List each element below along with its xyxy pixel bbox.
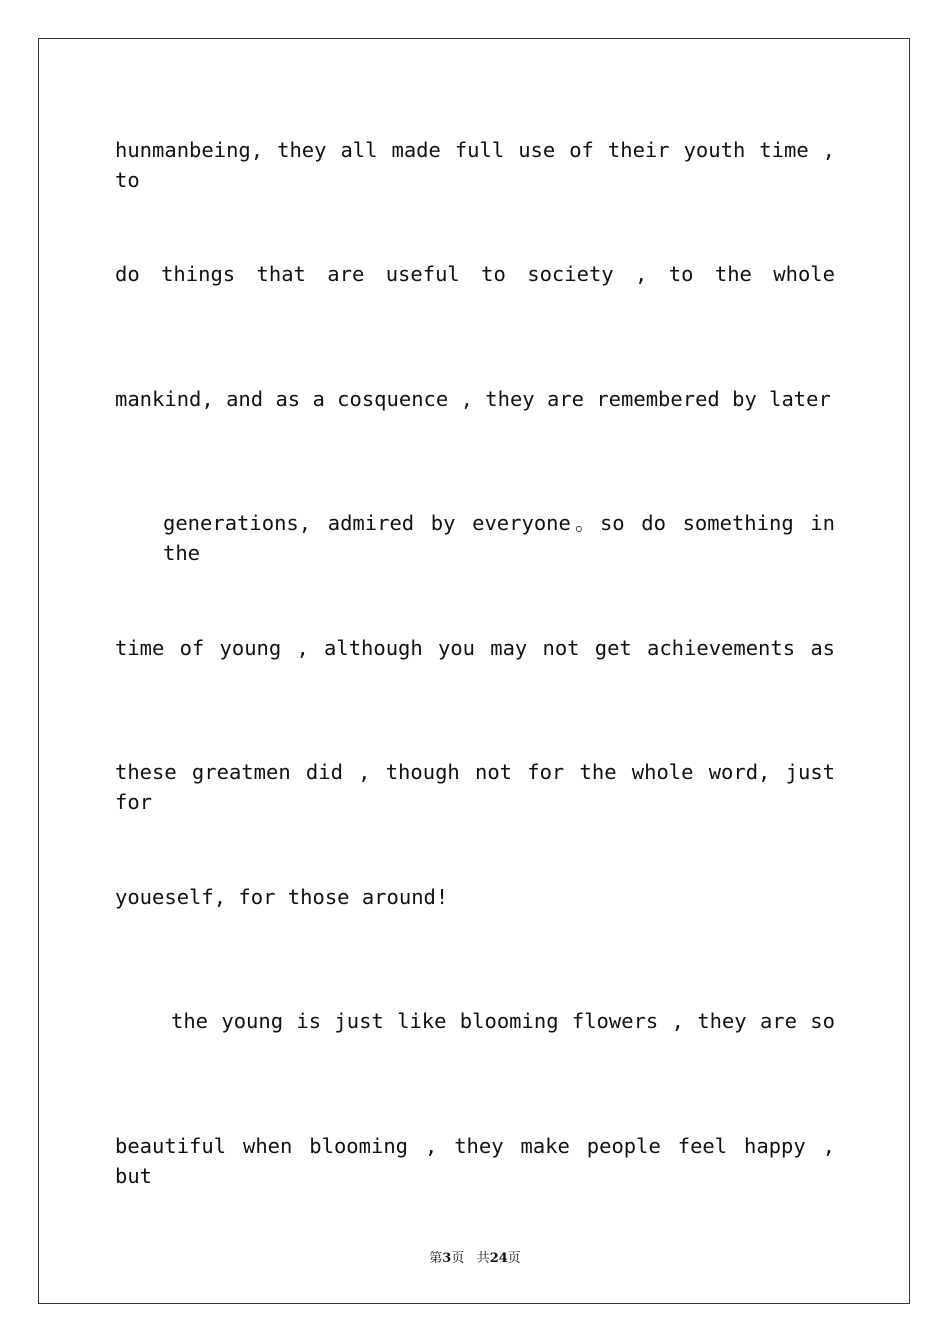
paragraph-line: these greatmen did , though not for the whole word, just for (115, 760, 835, 814)
paragraph-line: hunmanbeing, they all made full use of their youth time , to (115, 138, 835, 192)
paragraph-line: mankind, and as a cosquence , they are remembered by later (115, 387, 831, 411)
paragraph-line: beautiful when blooming , they make people feel happy , but (115, 1134, 835, 1188)
paragraph-line: the young is just like blooming flowers , they are so (171, 1009, 835, 1033)
footer-page-suffix: 页 (451, 1251, 465, 1266)
paragraph-line: do things that are useful to society , to the whole (115, 262, 835, 286)
paragraph-line: youeself, for those around! (115, 885, 449, 909)
footer-total-suffix: 页 (507, 1251, 521, 1266)
footer-prefix: 第 (429, 1251, 443, 1266)
paragraph-line: time of young , although you may not get achievements as (115, 636, 835, 660)
page-footer (0, 1247, 950, 1266)
footer-total-prefix: 共 (476, 1251, 490, 1266)
current-page-number: 3 (442, 1251, 452, 1266)
paragraph-line: generations, admired by everyone。so do something in the (163, 511, 835, 565)
page-frame (38, 38, 910, 1304)
total-pages-number: 24 (489, 1251, 508, 1266)
